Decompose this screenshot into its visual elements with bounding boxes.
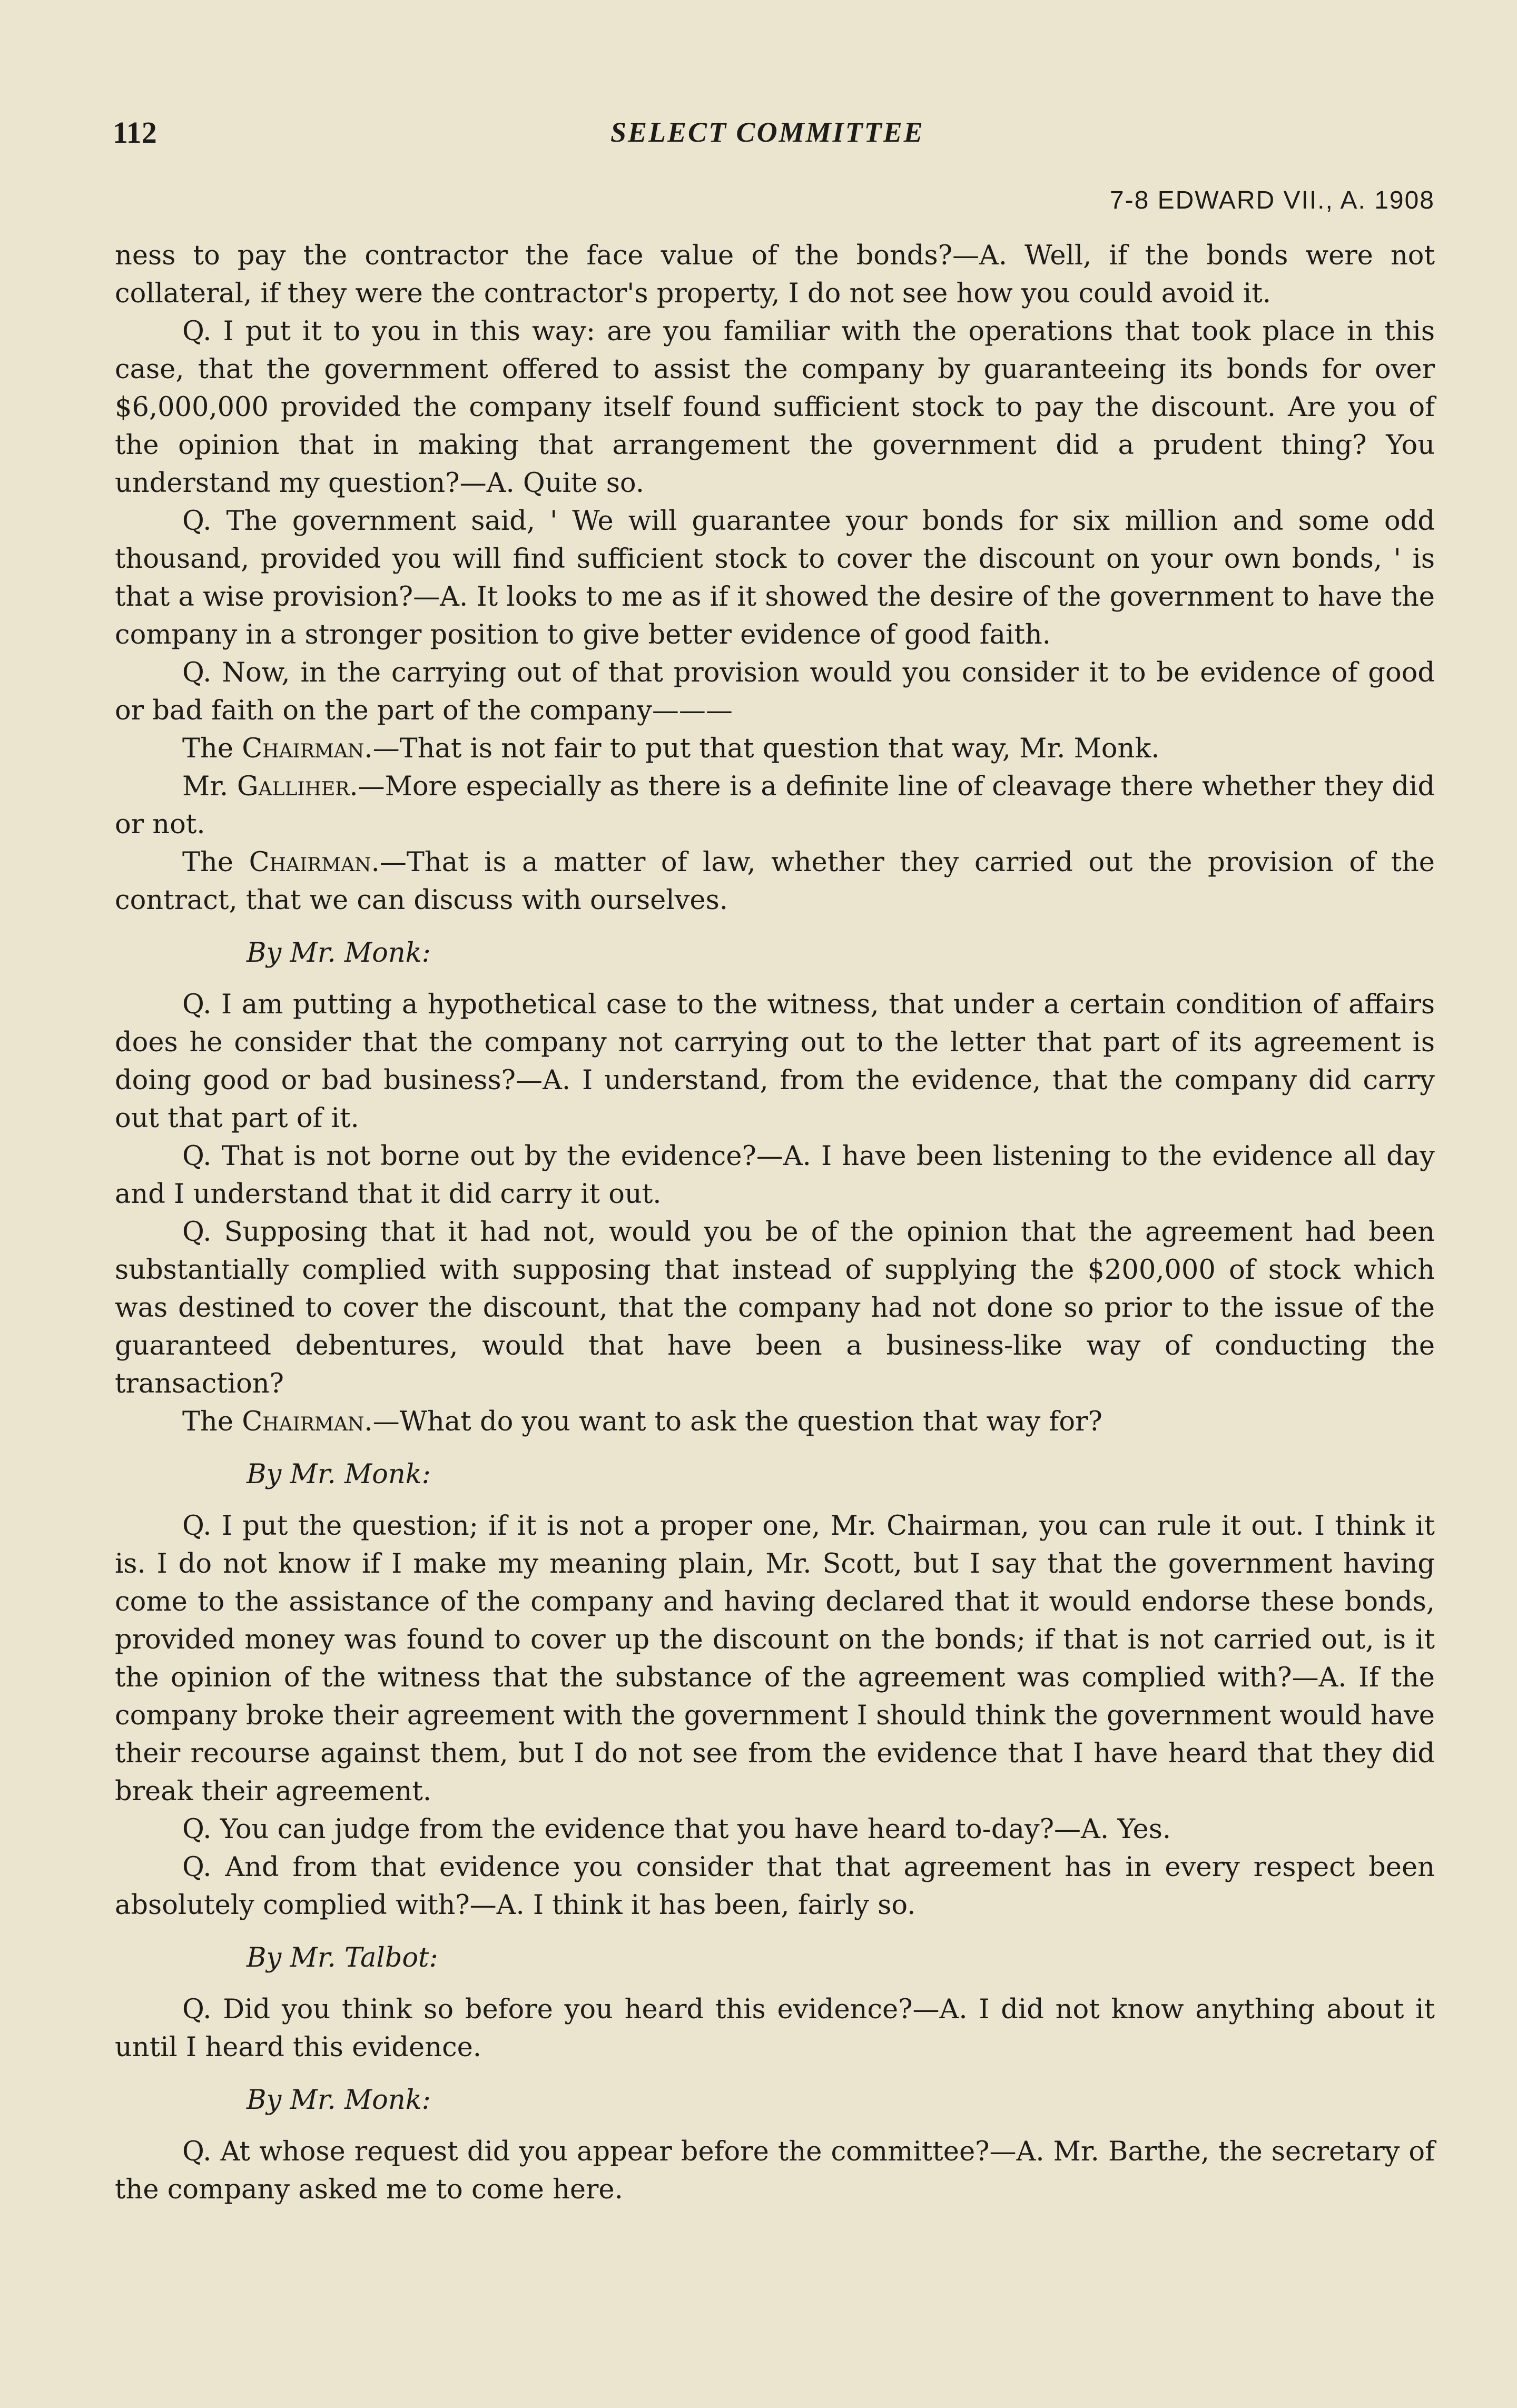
speaker-prefix: Mr. <box>182 771 237 802</box>
page-body <box>115 237 1435 2209</box>
speaker-prefix: The <box>182 1406 242 1437</box>
speaker-text: .—More especially as there is a definite line of cleavage there whether they did or not. <box>115 771 1435 840</box>
speaker-paragraph <box>115 844 1435 920</box>
examiner-heading: By Mr. Monk: <box>247 2085 431 2116</box>
paragraph: Q. You can judge from the evidence that you have heard to-day?—A. Yes. <box>182 1814 1171 1845</box>
running-head: SELECT COMMITTEE <box>610 116 924 148</box>
speaker-paragraph <box>115 730 1435 768</box>
paragraph: Q. That is not borne out by the evidence?—A. I have been listening to the evidence all day and I understand that it did carry it out. <box>115 1141 1435 1210</box>
speaker-name: Galliher <box>237 771 350 802</box>
speaker-prefix: The <box>182 733 242 764</box>
speaker-paragraph <box>115 768 1435 844</box>
paragraph: Q. Now, in the carrying out of that provision would you consider it to be evidence of good or bad faith on the part of the company——— <box>115 657 1435 726</box>
session-reference: 7-8 EDWARD VII., A. 1908 <box>1109 186 1435 214</box>
paragraph: Q. Supposing that it had not, would you be of the opinion that the agreement had been substantially complied with supposing that instead of supplying the $200,000 of stock which was destined to cover the discount, that the company had not done so prior to the issue of the guaranteed debentures, would that have been a business-like way of conducting the transaction? <box>115 1217 1435 1399</box>
examiner-heading: By Mr. Monk: <box>247 1459 431 1490</box>
paragraph: Q. I put the question; if it is not a proper one, Mr. Chairman, you can rule it out. I think it is. I do not know if I make my meaning plain, Mr. Scott, but I say that the government having come to the assistance of the company and having declared that it would endorse these bonds, provided money was found to cover up the discount on the bonds; if that is not carried out, is it the opinion of the witness that the substance of the agreement was complied with?—A. If the company broke their agreement with the government I should think the government would have their recourse against them, but I do not see from the evidence that I have heard that they did break their agreement. <box>115 1511 1435 1807</box>
examiner-heading: By Mr. Monk: <box>247 937 431 969</box>
paragraph: ness to pay the contractor the face value of the bonds?—A. Well, if the bonds were not collateral, if they were the contractor's property, I do not see how you could avoid it. <box>115 240 1435 309</box>
paragraph: Q. I am putting a hypothetical case to the witness, that under a certain condition of affairs does he consider that the company not carrying out to the letter that part of its agreement is doing good or bad business?—A. I understand, from the evidence, that the company did carry out that part of it. <box>115 989 1435 1134</box>
speaker-text: .—That is not fair to put that question that way, Mr. Monk. <box>364 733 1160 764</box>
speaker-name: Chairman <box>242 733 365 764</box>
paragraph: Q. The government said, ' We will guarantee your bonds for six million and some odd thousand, provided you will find sufficient stock to cover the discount on your own bonds, ' is that a wise provision?—A. It looks to me as if it showed the desire of the government to have the company in a stronger position to give better evidence of good faith. <box>115 506 1435 650</box>
paragraph: Q. And from that evidence you consider that that agreement has in every respect been absolutely complied with?—A. I think it has been, fairly so. <box>115 1852 1435 1921</box>
speaker-text: .—That is a matter of law, whether they carried out the provision of the contract, that we can discuss with ourselves. <box>115 847 1435 916</box>
speaker-text: .—What do you want to ask the question that way for? <box>364 1406 1102 1437</box>
examiner-heading: By Mr. Talbot: <box>247 1942 438 1973</box>
paragraph: Q. I put it to you in this way: are you familiar with the operations that took place in this case, that the government offered to assist the company by guaranteeing its bonds for over $6,000,000 provided the company itself found sufficient stock to pay the discount. Are you of the opinion that in making that arrangement the government did a prudent thing? You understand my question?—A. Quite so. <box>115 316 1435 499</box>
speaker-prefix: The <box>182 847 249 878</box>
speaker-name: Chairman <box>249 847 371 878</box>
page-header <box>113 115 1435 214</box>
speaker-paragraph <box>115 1403 1435 1441</box>
page-number: 112 <box>113 115 157 150</box>
paragraph: Q. Did you think so before you heard this evidence?—A. I did not know anything about it until I heard this evidence. <box>115 1994 1435 2063</box>
paragraph: Q. At whose request did you appear before the committee?—A. Mr. Barthe, the secretary of the company asked me to come here. <box>115 2136 1435 2205</box>
speaker-name: Chairman <box>242 1406 365 1437</box>
